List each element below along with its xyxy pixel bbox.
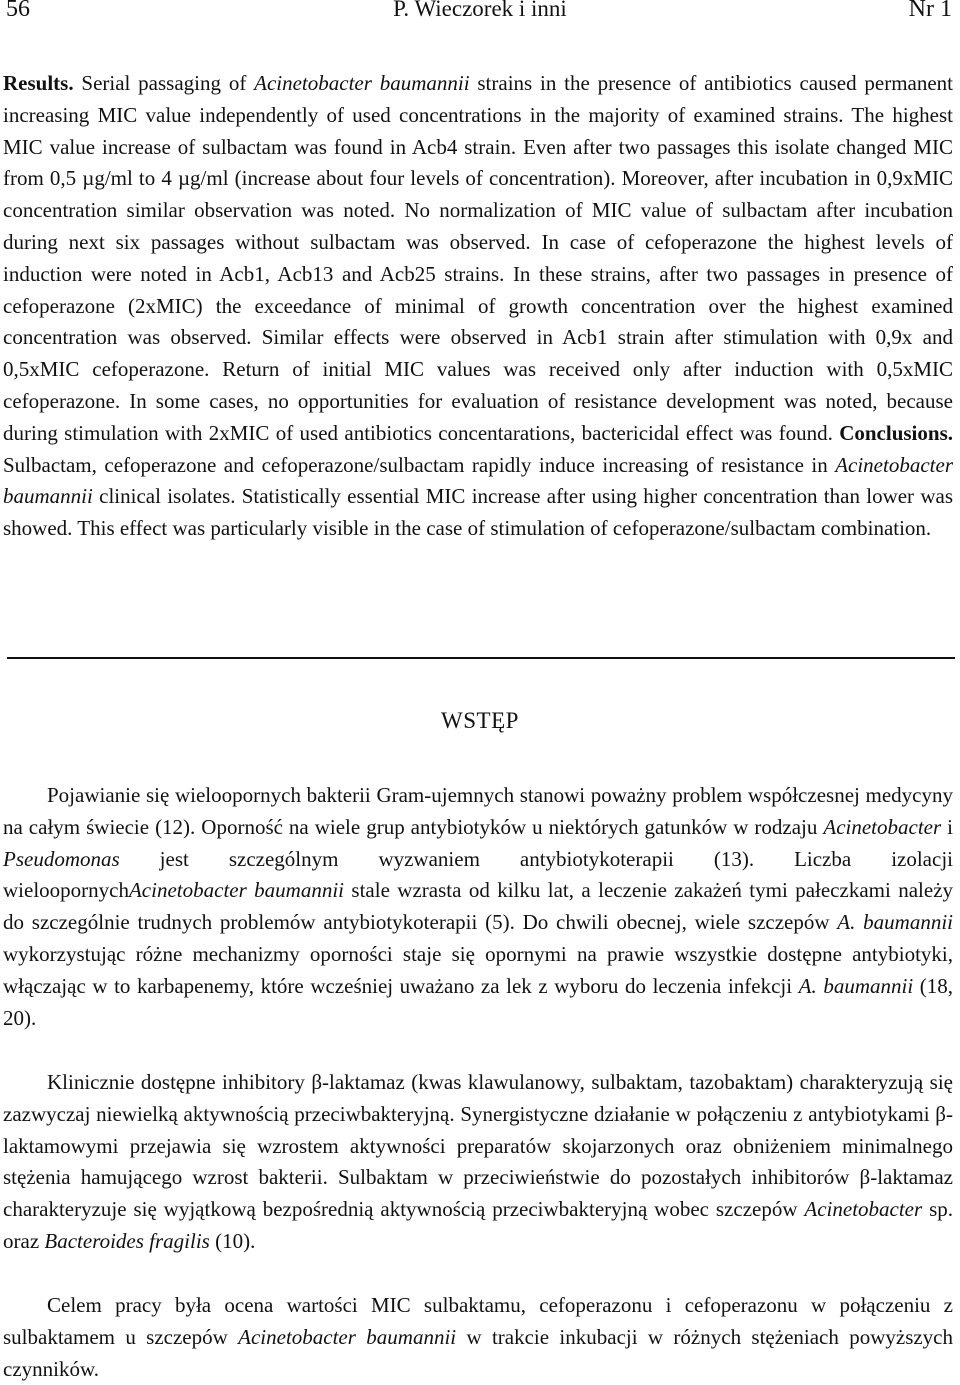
body-paragraph [3, 1067, 953, 1258]
paragraph-text: wykorzystując różne mechanizmy oporności staje się opornymi na prawie wszystkie dostępne antybiotyki, włączając w to karbapenemy, które wcześniej uważano za lek z wyboru do leczenia infekcji [3, 941, 953, 998]
species-name: Bacteroides fragilis [44, 1228, 210, 1253]
species-name: Acinetobacter baumannii [238, 1324, 457, 1349]
results-label: Results. [3, 71, 74, 95]
running-authors: P. Wieczorek i inni [393, 0, 567, 21]
conclusions-label: Conclusions. [839, 420, 953, 445]
genus-name: Pseudomonas [3, 846, 120, 871]
species-name: Acinetobacter baumannii [128, 878, 345, 903]
page-number: 56 [6, 0, 30, 22]
paragraph-text: stale wzrasta od kilku lat, a leczenie zakażeń tymi pałeczkami należy do szczególnie trudnych problemów antybiotykoterapii (5). Do chwili obecnej, wiele szczepów [3, 878, 954, 935]
running-header [0, 0, 960, 32]
abstract-text: Sulbactam, cefoperazone and cefoperazone/sulbactam rapidly induce increasing of resistance in [3, 452, 836, 477]
paragraph-text: sp. oraz [3, 1197, 953, 1253]
paragraph-text: Celem pracy była ocena wartości MIC sulbaktamu, cefoperazonu i cefoperazonu w połączeniu z sulbaktamem u szczepów [3, 1293, 953, 1349]
species-name: Acinetobacter baumannii [254, 71, 470, 95]
issue-number: Nr 1 [908, 0, 952, 22]
paragraph-text: (10). [209, 1228, 256, 1253]
species-name: Acinetobacter baumannii [3, 452, 953, 509]
section-heading: WSTĘP [441, 708, 519, 733]
paragraph-text: (18, 20). [3, 973, 953, 1030]
body-paragraph [3, 1290, 953, 1385]
paragraph-text: Klinicznie dostępne inhibitory β-laktamaz (kwas klawulanowy, sulbaktam, tazobaktam) charakteryzują się zazwyczaj niewielką aktywnością przeciwbakteryjną. Synergistyczne działanie w połączeniu z antybiotykami β-laktamowymi przejawia się wzrostem aktywności preparatów skojarzonych oraz obniżeniem minimalnego stężenia hamującego wzrost bakterii. Sulbaktam w przeciwieństwie do pozostałych inhibitorów β-laktamaz charakteryzuje się wyjątkową bezpośrednią aktywnością przeciwbakteryjną wobec szczepów [3, 1070, 953, 1222]
species-name: A. baumannii [837, 910, 953, 935]
genus-name: Acinetobacter [823, 814, 942, 839]
paragraph-text: jest szczególnym wyzwaniem antybiotykoterapii (13). Liczba izolacji wieloopornych [3, 846, 953, 903]
abstract-text: Serial passaging of [73, 71, 255, 95]
abstract-text: strains in the presence of antibiotics caused permanent increasing MIC value independently of used concentrations in the majority of examined strains. The highest MIC value increase of sulbactam was found in Acb4 strain. Even after two passages this isolate changed MIC from 0,5 µg/ml to 4 µg/ml (increase about four levels of concentration). Moreover, after incubation in 0,9xMIC concentration similar observation was noted. No normalization of MIC value of sulbactam after incubation during next six passages without sulbactam was observed. In case of cefoperazone the highest levels of induction were noted in Acb1, Acb13 and Acb25 strains. In these strains, after two passages in presence of cefoperazone (2xMIC) the exceedance of minimal of growth concentration over the highest examined concentration was observed. Similar effects were observed in Acb1 strain after stimulation with 0,9x and 0,5xMIC cefoperazone. Return of initial MIC values was received only after induction with 0,5xMIC cefoperazone. In some cases, no opportunities for evaluation of resistance development was noted, because during stimulation with 2xMIC of used antibiotics concentarations, bactericidal effect was found. [3, 71, 954, 445]
section-divider [7, 657, 955, 659]
paragraph-text: i [941, 814, 953, 839]
paragraph-text: w trakcie inkubacji w różnych stężeniach powyższych czynników. [3, 1324, 954, 1381]
species-name: A. baumannii [798, 973, 914, 998]
genus-name: Acinetobacter [804, 1197, 923, 1222]
abstract-text: clinical isolates. Statistically essential MIC increase after using higher concentration than lower was showed. This effect was particularly visible in the case of stimulation of cefoperazone/sulbactam combination. [3, 484, 953, 541]
abstract-results-conclusions [3, 68, 953, 545]
body-paragraph [3, 780, 953, 1034]
paragraph-text: Pojawianie się wieloopornych bakterii Gram-ujemnych stanowi poważny problem współczesnej medycyny na całym świecie (12). Oporność na wiele grup antybiotyków u niektórych gatunków w rodzaju [3, 783, 953, 839]
